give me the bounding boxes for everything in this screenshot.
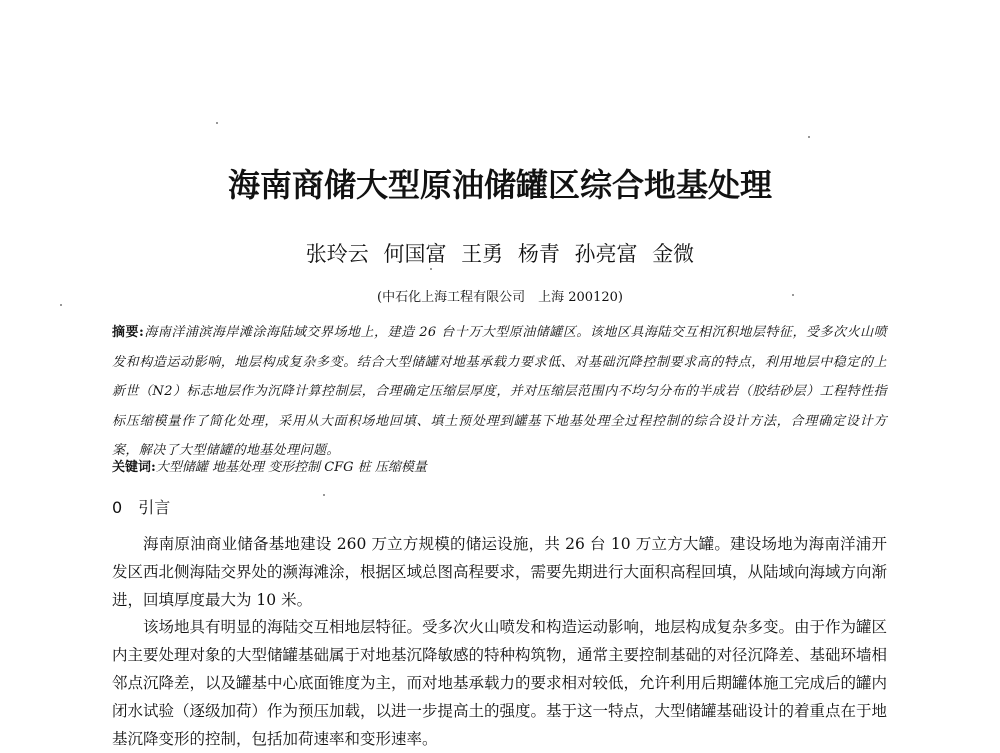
scan-speck (792, 294, 794, 296)
keywords (112, 456, 887, 480)
section-number: 0 (112, 498, 123, 517)
section-heading (112, 495, 170, 518)
body-text (112, 531, 887, 753)
scan-speck (60, 304, 62, 306)
scan-speck (808, 136, 810, 138)
affiliation: (中石化上海工程有限公司 上海 200120) (377, 290, 623, 305)
paper-title: 海南商储大型原油储罐区综合地基处理 (227, 166, 772, 204)
paragraph: 海南原油商业储备基地建设 260 万立方规模的储运设施，共 26 台 10 万立方大罐。建设场地为海南洋浦开发区西北侧海陆交界处的濒海滩涂，根据区域总图高程要求，需要先期进行大面积高程回填，从陆域向海域方向渐进，回填厚度最大为 10 米。 (112, 535, 888, 609)
scan-speck (216, 122, 218, 124)
scan-speck (430, 268, 432, 270)
keywords-text: 大型储罐 地基处理 变形控制 CFG 桩 压缩模量 (155, 460, 427, 475)
scan-speck (323, 494, 325, 496)
section-title: 引言 (138, 498, 171, 517)
keywords-label: 关键词: (112, 460, 156, 475)
paragraph: 该场地具有明显的海陆交互相地层特征。受多次火山喷发和构造运动影响，地层构成复杂多变。由于作为罐区内主要处理对象的大型储罐基础属于对地基沉降敏感的特种构筑物，通常主要控制基础的对径沉降差、基础环墙相邻点沉降差，以及罐基中心底面锥度为主，而对地基承载力的要求相对较低，允许利用后期罐体施工完成后的罐内闭水试验（逐级加荷）作为预压加载，以进一步提高土的强度。基于这一特点，大型储罐基础设计的着重点在于地基沉降变形的控制，包括加荷速率和变形速率。 (112, 618, 888, 748)
abstract-text: 海南洋浦滨海岸滩涂海陆域交界场地上，建造 26 台十万大型原油储罐区。该地区具海陆交互相沉积地层特征，受多次火山喷发和构造运动影响，地层构成复杂多变。结合大型储罐对地基承载力要求低、对基础沉降控制要求高的特点，利用地层中稳定的上新世（N2）标志地层作为沉降计算控制层，合理确定压缩层厚度，并对压缩层范围内不均匀分布的半成岩（胶结砂层）工程特性指标压缩模量作了简化处理，采用从大面积场地回填、填土预处理到罐基下地基处理全过程控制的综合设计方法，合理确定设计方案，解决了大型储罐的地基处理问题。 (112, 325, 888, 458)
abstract (112, 318, 887, 466)
abstract-label: 摘要: (112, 325, 145, 340)
author-list: 张玲云 何国富 王勇 杨青 孙亮富 金微 (305, 242, 695, 266)
